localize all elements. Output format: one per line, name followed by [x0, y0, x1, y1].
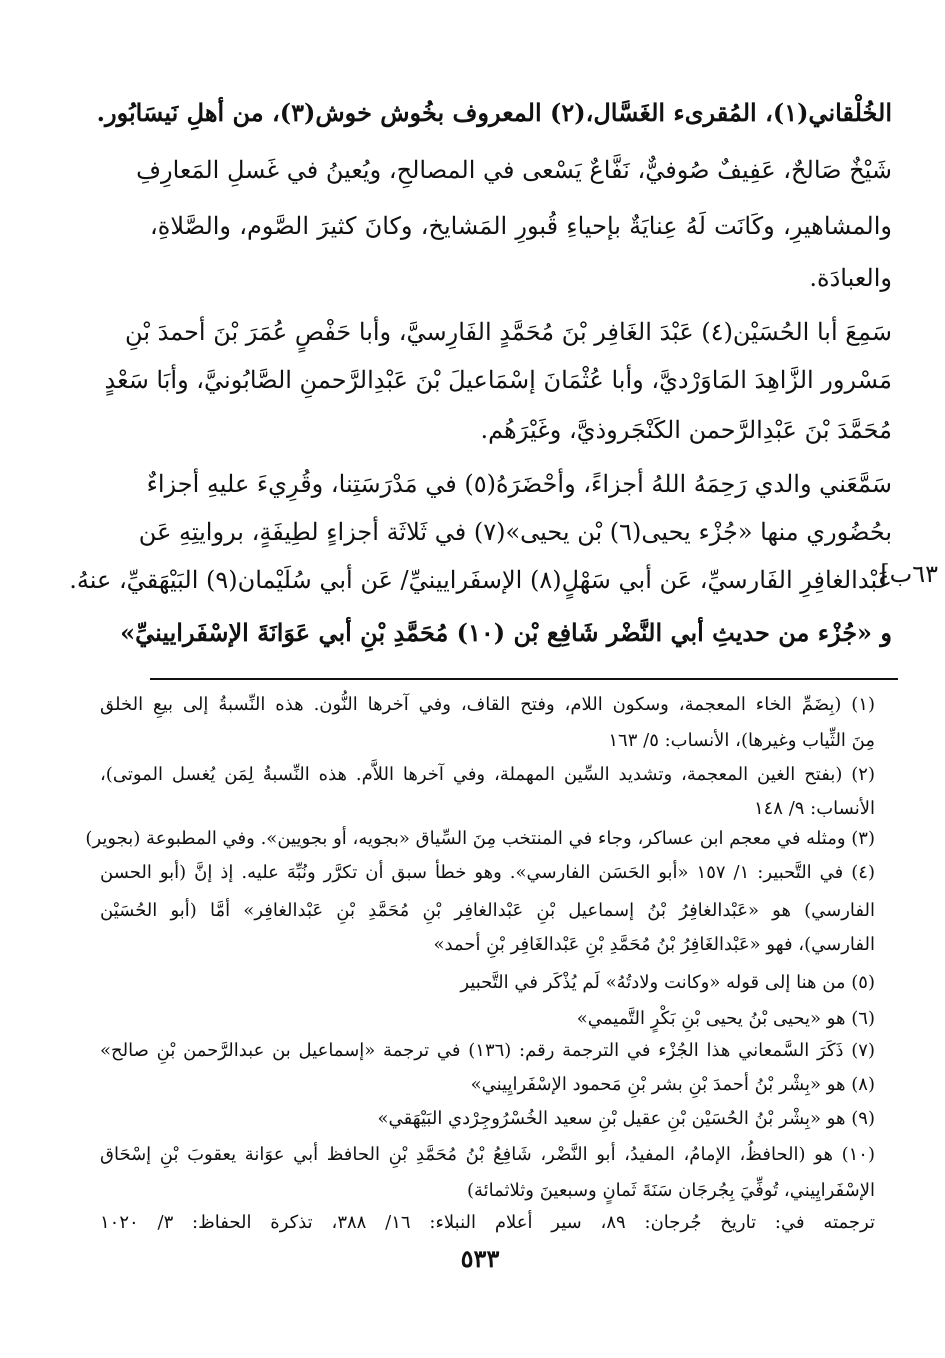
footnote-line: مِنَ الثِّياب وغيرها)، الأنساب: ٥/ ١٦٣ [608, 730, 875, 751]
footnote-separator [150, 678, 898, 680]
footnote-line: (٣) ومثله في معجم ابن عساكر، وجاء في المنتخب مِنَ السِّياق «بجويه، أو بجويين». وفي المطبوعة (بجوير) [85, 828, 875, 849]
body-line: عَبْدالغافِرِ الفَارسيِّ، عَن أبي سَهْلٍ(٨) الإسفَرايينيِّ/ عَن أبي سُلَيْمان(٩) البَيْهَقيِّ، عنهُ. [69, 566, 892, 594]
body-line: والمشاهيرِ، وكَانَت لَهُ عِنايَةٌ بإحياءِ قُبورِ المَشايخ، وكانَ كثيرَ الصَّوم، والصَّلاةِ، [150, 212, 892, 240]
footnote-line: (١) (بِضَمِّ الخاء المعجمة، وسكون اللام، وفتح القاف، وفي آخرها النُّون. هذه النِّسبةُ إلى بيعِ الخلق [100, 694, 875, 715]
footnote-line: (٦) هو «يحيى بْنُ يحيى بْنِ بَكْرٍ التَّميمي» [576, 1008, 875, 1029]
footnote-line: الإسْفَرايِيني، تُوفِّيَ بِجُرجَان سَنَةَ ثَمانٍ وسبعينَ وثلاثمائة) [466, 1180, 875, 1201]
manuscript-folio-marker: ٦٣ب] [880, 560, 938, 588]
footnote-line: (٧) ذَكَرَ السَّمعاني هذا الجُزْء في الترجمة رقم: (١٣٦) في ترجمة «إسماعيل بن عبدالرَّحمن بْنِ صالح» [100, 1040, 875, 1061]
page-number: ٥٣٣ [460, 1244, 500, 1273]
body-line: سَمِعَ أبا الحُسَيْن(٤) عَبْدَ الغَافِر بْنَ مُحَمَّدٍ الفَارِسيَّ، وأبا حَفْصٍ عُمَرَ بْنَ أحمدَ بْنِ [125, 318, 892, 346]
footnote-line: (٤) في التَّحبير: ١/ ١٥٧ «أبو الحَسَن الفارسي». وهو خطأ سبق أن تكرَّر ونُبِّهَ عليه. إذ إنَّ (أبو الحسن [100, 862, 875, 883]
footnote-line: (١٠) هو (الحافظُ، الإمامُ، المفيدُ، أبو النَّضْر، شَافِعُ بْنُ مُحَمَّدِ بْنِ الحافظ أبي عوَانة يعقوبَ بْنِ إسْحَاق [100, 1144, 875, 1165]
footnote-line: (٩) هو «بِشْر بْنُ الحُسَيْن بْنِ عقيل بْنِ سعيد الخُسْرُوجِرْدي البَيْهَقي» [377, 1108, 875, 1129]
body-line: مُحَمَّدَ بْنَ عَبْدِالرَّحمن الكَنْجَروذيَّ، وغَيْرَهُم. [480, 416, 892, 444]
body-line: مَسْرور الزَّاهِدَ المَاوَرْديَّ، وأبا عُثْمَانَ إسْمَاعيلَ بْنَ عَبْدِالرَّحمنِ الصَّابُونيَّ، وأبَا سَعْدٍ [104, 366, 892, 394]
body-line: سَمَّعَني والدي رَحِمَهُ اللهُ أجزاءً، وأحْضَرَهُ(٥) في مَدْرَسَتِنا، وقُرِيءَ عليهِ أجزاءٌ [146, 470, 892, 498]
footnote-line: ترجمته في: تاريخ جُرجان: ٨٩، سير أعلام النبلاء: ١٦/ ٣٨٨، تذكرة الحفاظ: ٣/ ١٠٢٠ [100, 1212, 875, 1233]
body-line: و «جُزْء من حديثِ أبي النَّضْر شَافِع بْن (١٠) مُحَمَّدِ بْنِ أبي عَوَانَةَ الإسْفَرايينيِّ» [120, 618, 892, 647]
footnote-line: الفارسي)، فهو «عَبْدالغَافِرُ بْنُ مُحَمَّدِ بْنِ عَبْدالغَافِر بْنِ أحمد» [433, 934, 875, 955]
body-line: شَيْخٌ صَالحٌ، عَفِيفٌ صُوفيٌّ، نَفَّاعٌ يَسْعى في المصالحِ، ويُعينُ في غَسلِ المَعارِفِ [136, 156, 892, 184]
footnote-line: (٥) من هنا إلى قوله «وكانت ولادتُهُ» لَم يُذْكَر في التَّحبير [460, 972, 875, 993]
footnote-line: الفارسي) هو «عَبْدالغافِرُ بْنُ إسماعيل بْنِ عَبْدالغافِر بْنِ مُحَمَّدِ بْنِ عَبْدالغافِر» أمَّا (أبو الحُسَيْن [100, 900, 875, 921]
body-line: بحُضُوري منها «جُزْء يحيى(٦) بْن يحيى»(٧) في ثَلاثَة أجزاءٍ لطِيفَةٍ، بروايتِهِ عَن [138, 518, 892, 546]
entry-heading-line: الخُلْقاني(١)، المُقرىء الغَسَّال،(٢) المعروف بخُوش خوش(٣)، من أهلِ نَيسَابُور. [96, 98, 892, 127]
footnote-line: (٨) هو «بِشْر بْنُ أحمدَ بْنِ بشر بْنِ مَحمود الإسْفَرايِيني» [470, 1074, 875, 1095]
footnote-line: الأنساب: ٩/ ١٤٨ [753, 798, 875, 819]
body-line: والعبادَة. [809, 264, 892, 292]
footnote-line: (٢) (بفتح الغين المعجمة، وتشديد السِّين المهملة، وفي آخرها اللاَّم. هذه النِّسبةُ لِمَن يُغسل الموتى)، [100, 764, 875, 785]
